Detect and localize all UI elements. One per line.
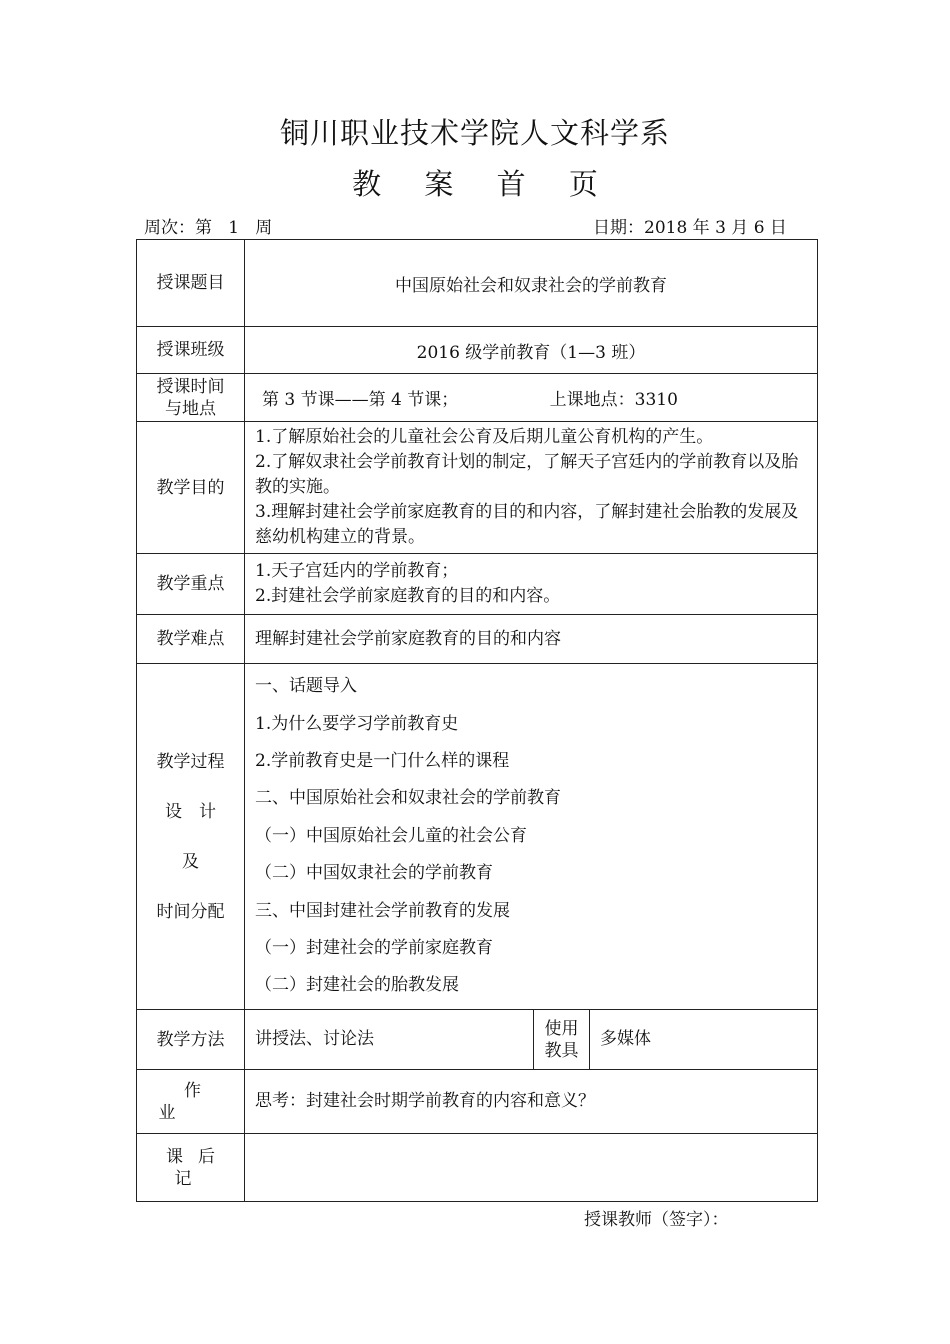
key-points-content (245, 554, 818, 615)
process-item: （一）中国原始社会儿童的社会公育 (255, 825, 527, 846)
objectives-label: 教学目的 (137, 422, 245, 554)
process-item: 1.为什么要学习学前教育史 (255, 713, 459, 734)
time-place-value (245, 374, 818, 422)
difficulty-value: 理解封建社会学前家庭教育的目的和内容 (245, 615, 818, 664)
institution-title: 铜川职业技术学院人文科学系 (279, 116, 670, 150)
process-label-line: 及 (182, 851, 199, 872)
time-place-label-line1: 授课时间 (156, 376, 225, 397)
process-content (245, 664, 818, 1010)
time-place-label-line2: 与地点 (165, 398, 216, 419)
topic-label: 授课题目 (137, 240, 245, 327)
table-row-topic (137, 240, 818, 327)
teacher-signature: 授课教师（签字）： (584, 1210, 729, 1230)
process-item: 二、中国原始社会和奴隶社会的学前教育 (255, 788, 561, 809)
process-label-line: 教学过程 (156, 751, 225, 772)
document-title: 教 案 首 页 (352, 167, 615, 201)
topic-value: 中国原始社会和奴隶社会的学前教育 (245, 240, 818, 327)
time-place-label (137, 374, 245, 422)
process-item: 三、中国封建社会学前教育的发展 (255, 900, 510, 921)
method-value: 讲授法、讨论法 (245, 1010, 534, 1070)
date-info: 日期：2018 年 3 月 6 日 (593, 218, 787, 238)
method-label: 教学方法 (137, 1010, 245, 1070)
reflection-label (137, 1134, 245, 1202)
process-label-line: 设 计 (165, 801, 216, 822)
process-item: （二）中国奴隶社会的学前教育 (255, 863, 493, 884)
class-value: 2016 级学前教育（1—3 班） (245, 327, 818, 374)
table-row-key-points (137, 554, 818, 615)
key-points-label: 教学重点 (137, 554, 245, 615)
process-item: （一）封建社会的学前家庭教育 (255, 937, 493, 958)
class-label: 授课班级 (137, 327, 245, 374)
lesson-plan-table (136, 239, 818, 1202)
key-point-item: 1.天子宫廷内的学前教育； (255, 561, 459, 581)
key-point-item: 2.封建社会学前家庭教育的目的和内容。 (255, 586, 561, 606)
table-row-process (137, 664, 818, 1010)
process-item: 2.学前教育史是一门什么样的课程 (255, 751, 510, 772)
homework-label (137, 1070, 248, 1134)
table-row-homework (137, 1070, 818, 1134)
difficulty-label: 教学难点 (137, 615, 245, 664)
process-label-line: 时间分配 (156, 901, 225, 922)
objective-item: 2.了解奴隶社会学前教育计划的制定，了解天子宫廷内的学前教育以及胎教的实施。 (255, 452, 799, 497)
tools-label-line1: 使用 (544, 1018, 579, 1039)
objective-item: 1.了解原始社会的儿童社会公育及后期儿童公育机构的产生。 (255, 427, 714, 447)
table-row-reflection (137, 1134, 818, 1202)
reflection-value (245, 1134, 818, 1202)
objectives-content (245, 422, 818, 554)
tools-value: 多媒体 (590, 1010, 818, 1070)
reflection-label-text: 课后记 (166, 1146, 230, 1189)
table-row-difficulty (137, 615, 818, 664)
week-info: 周次：第 1 周 (144, 218, 273, 238)
homework-label-text: 作业 (158, 1080, 248, 1123)
process-item: 一、话题导入 (255, 676, 357, 697)
process-label (137, 664, 245, 1010)
tools-label (534, 1010, 590, 1070)
tools-label-line2: 教具 (544, 1040, 579, 1061)
table-row-class (137, 327, 818, 374)
table-row-objectives (137, 422, 818, 554)
homework-value: 思考：封建社会时期学前教育的内容和意义？ (245, 1070, 818, 1134)
class-place: 上课地点：3310 (549, 390, 678, 410)
table-row-method (137, 1010, 818, 1070)
objective-item: 3.理解封建社会学前家庭教育的目的和内容，了解封建社会胎教的发展及慈幼机构建立的背景。 (255, 502, 799, 547)
process-item: （二）封建社会的胎教发展 (255, 975, 459, 996)
table-row-time-place (137, 374, 818, 422)
class-time: 第 3 节课——第 4 节课； (262, 390, 459, 410)
